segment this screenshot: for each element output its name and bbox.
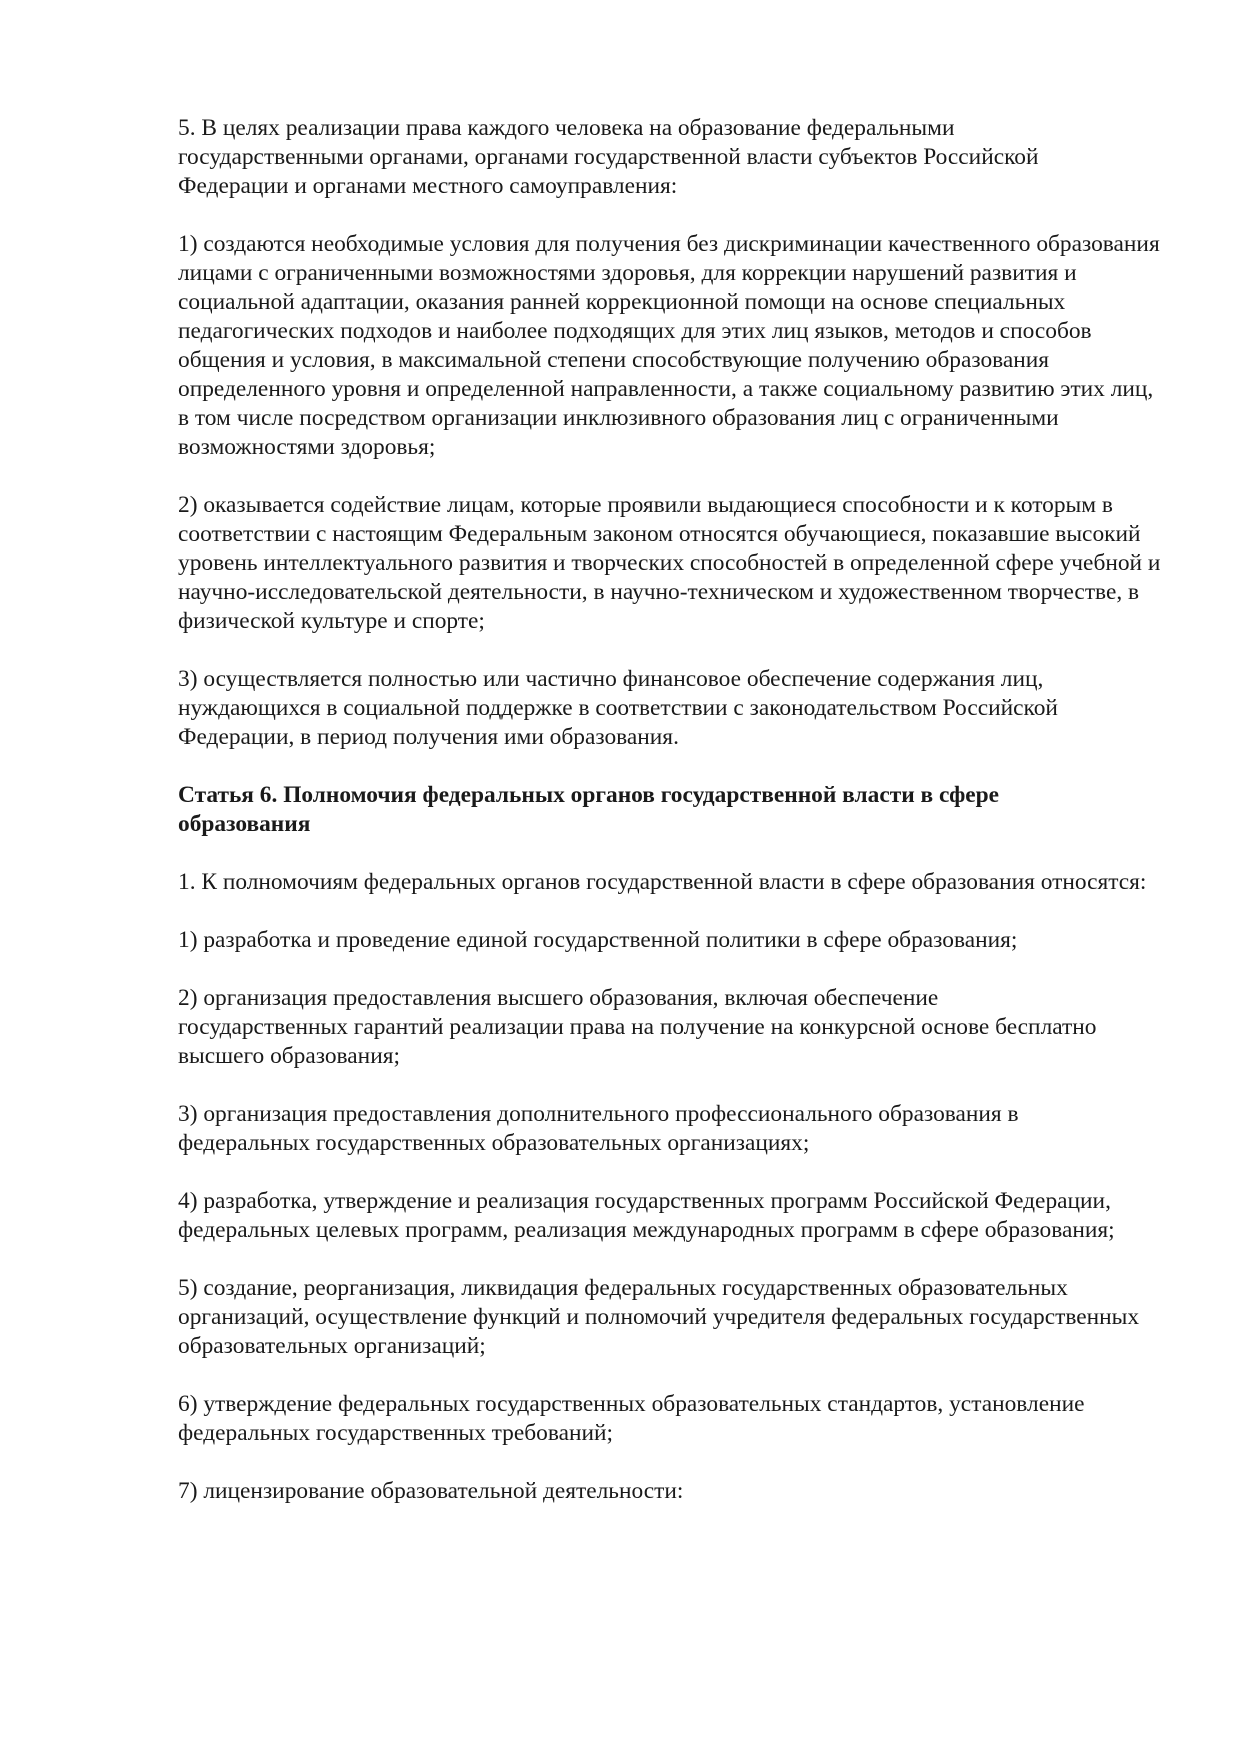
paragraph-item-2: 2) оказывается содействие лицам, которые проявили выдающиеся способности и к которым в соответствии с настоящим Федеральным законом относятся обучающиеся, показавшие высокий уровень интеллектуального развития и творческих способностей в определенной сфере учебной и научно-исследовательской деятельности, в научно-техническом и художественном творчестве, в физической культуре и спорте; — [178, 492, 1161, 634]
paragraph-item-3: 3) осуществляется полностью или частично финансовое обеспечение содержания лиц, нуждающихся в социальной поддержке в соответствии с законодательством Российской Федерации, в период получения ими образования. — [178, 666, 1058, 750]
paragraph-power-1: 1) разработка и проведение единой государственной политики в сфере образования; — [178, 927, 1018, 953]
article-heading: Статья 6. Полномочия федеральных органов государственной власти в сфере образования — [178, 782, 1000, 837]
paragraph-power-2: 2) организация предоставления высшего образования, включая обеспечение государственных гарантий реализации права на получение на конкурсной основе бесплатно высшего образования; — [178, 985, 1097, 1069]
paragraph-power-7: 7) лицензирование образовательной деятельности: — [178, 1478, 684, 1504]
paragraph-power-5: 5) создание, реорганизация, ликвидация федеральных государственных образовательных организаций, осуществление функций и полномочий учредителя федеральных государственных образовательных организаций; — [178, 1275, 1140, 1359]
paragraph-item-1: 1) создаются необходимые условия для получения без дискриминации качественного образования лицами с ограниченными возможностями здоровья, для коррекции нарушений развития и социальной адаптации, оказания ранней коррекционной помощи на основе специальных педагогических подходов и наиболее подходящих для этих лиц языков, методов и способов общения и условия, в максимальной степени способствующие получению образования определенного уровня и определенной направленности, а также социальному развитию этих лиц, в том числе посредством организации инклюзивного образования лиц с ограниченными возможностями здоровья; — [178, 231, 1160, 460]
document-body — [178, 114, 1168, 1535]
paragraph-power-6: 6) утверждение федеральных государственных образовательных стандартов, установление федеральных государственных требований; — [178, 1391, 1085, 1446]
paragraph-power-3: 3) организация предоставления дополнительного профессионального образования в федеральных государственных образовательных организациях; — [178, 1101, 1019, 1156]
paragraph-article-intro: 1. К полномочиям федеральных органов государственной власти в сфере образования относятся: — [178, 869, 1147, 895]
paragraph-intro: 5. В целях реализации права каждого человека на образование федеральными государственными органами, органами государственной власти субъектов Российской Федерации и органами местного самоуправления: — [178, 115, 1039, 199]
paragraph-power-4: 4) разработка, утверждение и реализация государственных программ Российской Федерации, федеральных целевых программ, реализация международных программ в сфере образования; — [178, 1188, 1115, 1243]
